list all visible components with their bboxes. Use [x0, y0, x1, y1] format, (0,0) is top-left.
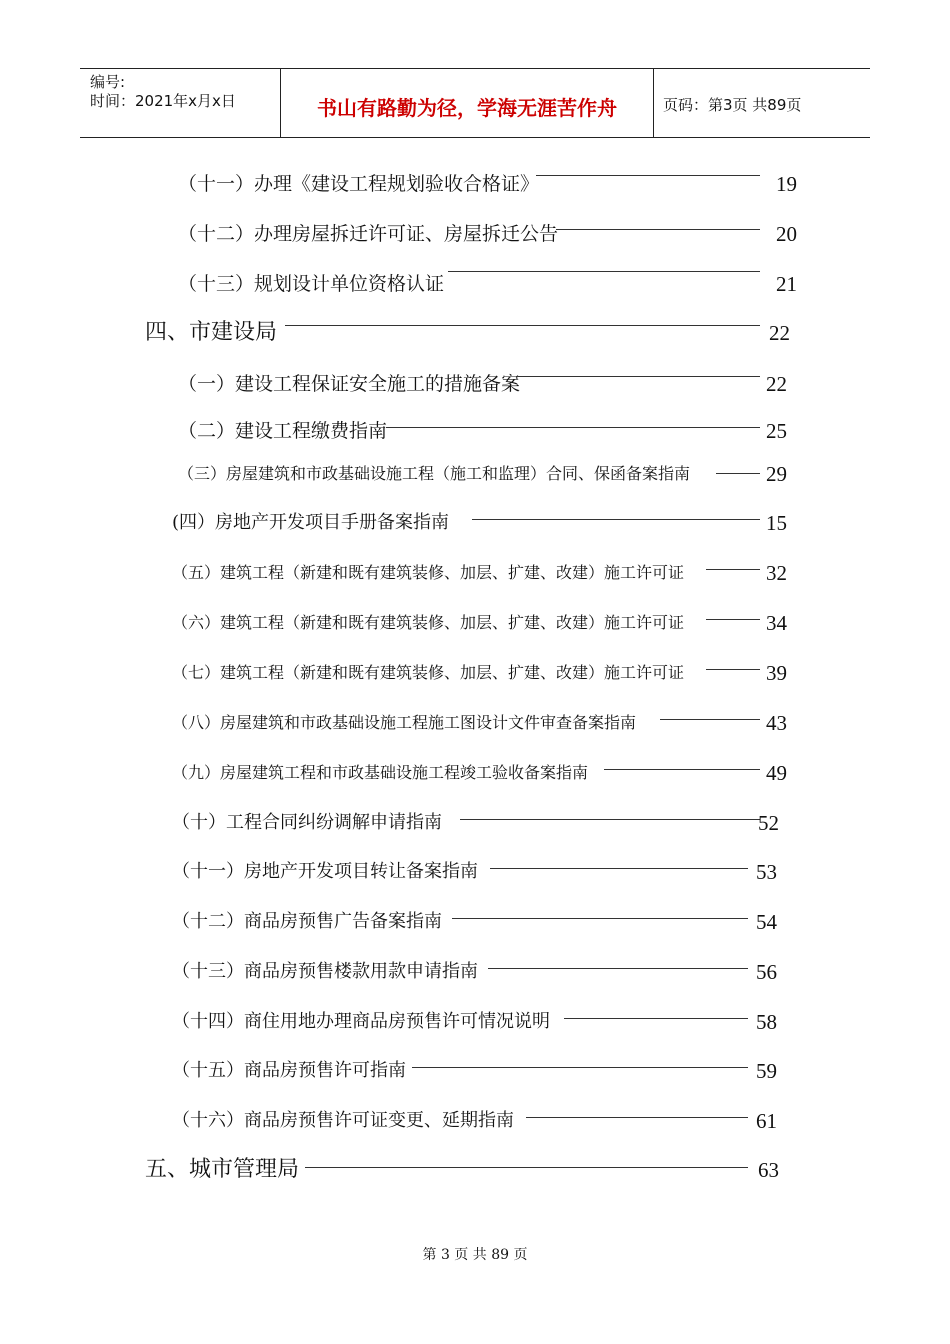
toc-entry-title: （十四）商住用地办理商品房预售许可情况说明	[172, 1011, 550, 1032]
toc-entry-page: 56	[756, 960, 777, 984]
page-footer: 第 3 页 共 89 页	[422, 1247, 528, 1263]
toc-entry-title: （十五）商品房预售许可指南	[172, 1060, 406, 1081]
toc-entry-page: 59	[756, 1059, 777, 1083]
toc-entry-title: （十一）房地产开发项目转让备案指南	[172, 861, 478, 882]
toc-leader-line	[564, 1018, 748, 1019]
toc-leader-line	[448, 271, 760, 272]
toc-leader-line	[660, 719, 760, 720]
toc-entry-page: 49	[766, 761, 787, 785]
toc-entry-page: 58	[756, 1010, 777, 1034]
toc-leader-line	[386, 427, 760, 428]
header-motto: 书山有路勤为径，学海无涯苦作舟	[317, 96, 617, 120]
toc-entry-title: （一）建设工程保证安全施工的措施备案	[178, 373, 521, 395]
header-page-cell	[653, 69, 870, 137]
toc-leader-line	[526, 1117, 748, 1118]
toc-leader-line	[706, 619, 760, 620]
toc-section-page: 22	[769, 321, 790, 345]
toc-entry-page: 61	[756, 1109, 777, 1133]
toc-entry-title: （三）房屋建筑和市政基础设施工程（施工和监理）合同、保函备案指南	[178, 464, 691, 483]
toc-entry-page: 34	[766, 611, 787, 635]
toc-entry-title: （十二）办理房屋拆迁许可证、房屋拆迁公告	[178, 223, 559, 245]
toc-entry-title: （十三）规划设计单位资格认证	[178, 273, 445, 295]
toc-leader-line	[305, 1167, 748, 1168]
header-meta-cell	[80, 69, 280, 137]
toc-section-title: 四、市建设局	[145, 320, 278, 345]
toc-leader-line	[452, 918, 748, 919]
page-header	[80, 68, 870, 138]
document-date-label: 时间：2021年x月x日	[90, 92, 236, 110]
toc-leader-line	[488, 968, 748, 969]
toc-entry-title: （十）工程合同纠纷调解申请指南	[172, 812, 442, 833]
toc-leader-line	[706, 569, 760, 570]
toc-entry-page: 19	[776, 172, 797, 196]
toc-leader-line	[716, 473, 760, 474]
toc-leader-line	[412, 1067, 748, 1068]
toc-entry-page: 53	[756, 860, 777, 884]
toc-leader-line	[604, 769, 760, 770]
toc-leader-line	[472, 519, 760, 520]
toc-entry-page: 32	[766, 561, 787, 585]
toc-entry-page: 39	[766, 661, 787, 685]
toc-leader-line	[460, 819, 760, 820]
toc-section-page: 63	[758, 1158, 779, 1182]
toc-entry-page: 15	[766, 511, 787, 535]
toc-leader-line	[490, 868, 748, 869]
toc-entry-title: （二）建设工程缴费指南	[178, 420, 388, 442]
toc-entry-title: （十三）商品房预售楼款用款申请指南	[172, 961, 478, 982]
toc-entry-title: （五）建筑工程（新建和既有建筑装修、加层、扩建、改建）施工许可证	[172, 563, 685, 582]
toc-entry-title: (四）房地产开发项目手册备案指南	[172, 512, 450, 533]
document-number-label: 编号:	[90, 73, 126, 91]
toc-leader-line	[536, 175, 760, 176]
toc-entry-page: 20	[776, 222, 797, 246]
toc-leader-line	[556, 229, 760, 230]
toc-entry-page: 21	[776, 272, 797, 296]
toc-entry-page: 22	[766, 372, 787, 396]
toc-entry-title: （七）建筑工程（新建和既有建筑装修、加层、扩建、改建）施工许可证	[172, 663, 685, 682]
toc-entry-title: （八）房屋建筑和市政基础设施工程施工图设计文件审查备案指南	[172, 713, 637, 732]
toc-section-title: 五、城市管理局	[145, 1157, 300, 1182]
toc-entry-page: 29	[766, 462, 787, 486]
toc-entry-title: （十二）商品房预售广告备案指南	[172, 911, 442, 932]
toc-leader-line	[285, 325, 760, 326]
toc-leader-line	[516, 376, 760, 377]
toc-entry-page: 43	[766, 711, 787, 735]
toc-entry-title: （九）房屋建筑工程和市政基础设施工程竣工验收备案指南	[172, 763, 589, 782]
header-page-info: 页码：第3页 共89页	[663, 96, 802, 114]
toc-entry-title: （六）建筑工程（新建和既有建筑装修、加层、扩建、改建）施工许可证	[172, 613, 685, 632]
toc-leader-line	[706, 669, 760, 670]
header-motto-cell	[280, 69, 654, 137]
toc-entry-page: 54	[756, 910, 777, 934]
toc-entry-page: 25	[766, 419, 787, 443]
toc-entry-title: （十一）办理《建设工程规划验收合格证》	[178, 173, 540, 195]
toc-entry-title: （十六）商品房预售许可证变更、延期指南	[172, 1110, 514, 1131]
toc-entry-page: 52	[758, 811, 779, 835]
